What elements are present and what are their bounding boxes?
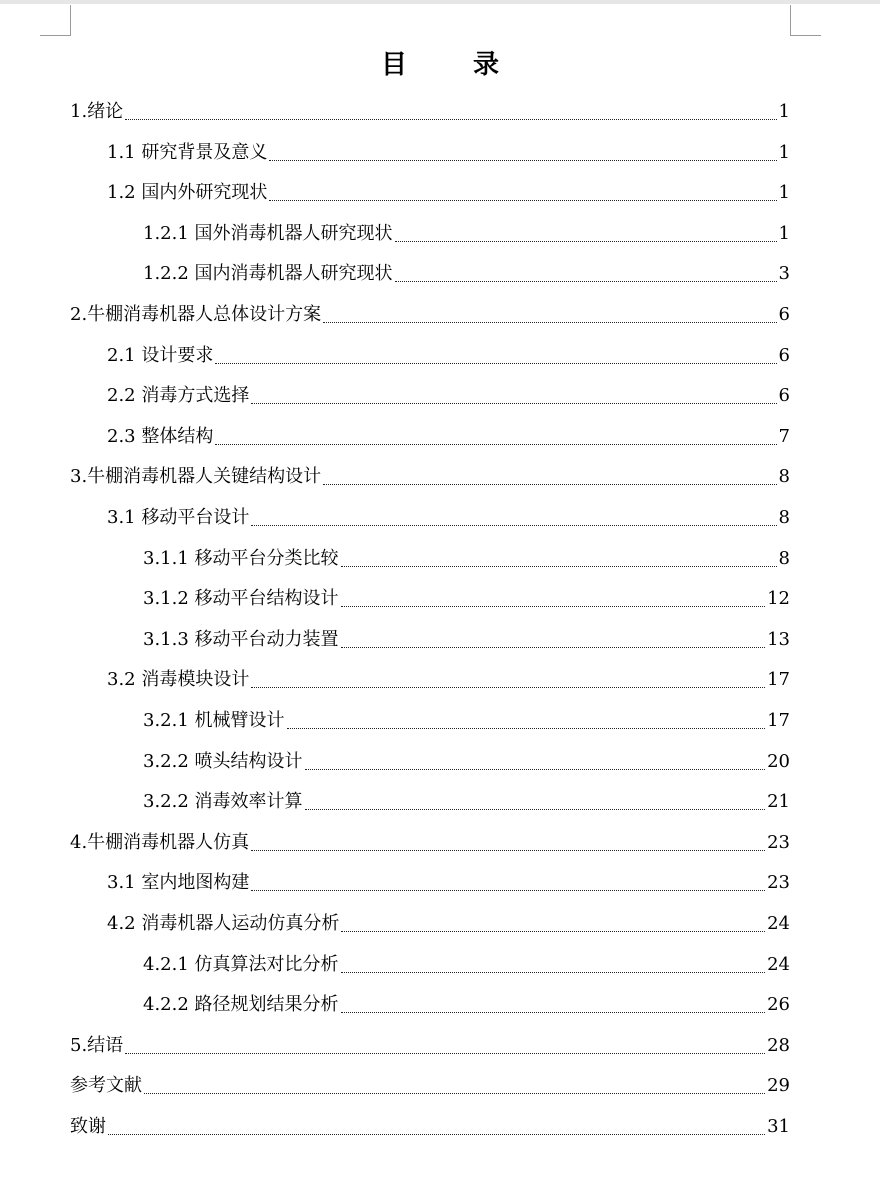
- toc-entry-label: 1.2.1 国外消毒机器人研究现状: [143, 222, 393, 244]
- toc-entry-label: 3.2.2 喷头结构设计: [143, 750, 303, 772]
- toc-entry[interactable]: [143, 585, 790, 613]
- toc-entry[interactable]: [107, 666, 790, 694]
- toc-entry-page-number: 1: [778, 222, 790, 244]
- toc-entry[interactable]: [70, 1032, 790, 1060]
- toc-dot-leader: [305, 768, 766, 770]
- toc-entry-page-number: 6: [778, 344, 790, 366]
- toc-entry-page-number: 28: [767, 1034, 790, 1056]
- page-top-border: [0, 0, 880, 4]
- toc-entry-page-number: 23: [767, 831, 790, 853]
- toc-entry-page-number: 7: [778, 425, 790, 447]
- toc-entry[interactable]: [143, 220, 790, 248]
- toc-dot-leader: [251, 849, 765, 851]
- toc-entry-label: 1.2 国内外研究现状: [107, 182, 268, 204]
- toc-entry-page-number: 8: [778, 466, 790, 488]
- toc-entry-page-number: 26: [767, 994, 790, 1016]
- toc-entry-label: 2.2 消毒方式选择: [107, 385, 250, 407]
- toc-entry-label: 2.1 设计要求: [107, 344, 214, 366]
- toc-entry[interactable]: [107, 910, 790, 938]
- toc-entry[interactable]: [70, 1113, 790, 1141]
- toc-entry-label: 3.1.2 移动平台结构设计: [143, 588, 339, 610]
- toc-dot-leader: [251, 402, 776, 404]
- toc-entry-label: 2.3 整体结构: [107, 425, 214, 447]
- toc-entry[interactable]: [143, 748, 790, 776]
- toc-entry[interactable]: [143, 545, 790, 573]
- toc-entry-label: 4.2.2 路径规划结果分析: [143, 994, 339, 1016]
- toc-entry-label: 致谢: [70, 1116, 106, 1137]
- toc-entry-label: 4.2.1 仿真算法对比分析: [143, 953, 339, 975]
- toc-entry[interactable]: [70, 98, 790, 126]
- toc-dot-leader: [323, 321, 776, 323]
- toc-entry-label: 3.2.1 机械臂设计: [143, 710, 285, 731]
- toc-entry-label: 3.2 消毒模块设计: [107, 669, 250, 691]
- toc-entry-page-number: 17: [767, 669, 790, 691]
- toc-entry-label: 3.1 室内地图构建: [107, 872, 250, 894]
- toc-entry-label: 3.2.2 消毒效率计算: [143, 791, 303, 813]
- toc-entry[interactable]: [107, 139, 790, 167]
- toc-dot-leader: [341, 1011, 766, 1013]
- toc-entry-page-number: 29: [767, 1075, 790, 1097]
- toc-entry[interactable]: [70, 1072, 790, 1100]
- toc-entry[interactable]: [143, 707, 790, 735]
- toc-entry-page-number: 12: [767, 588, 790, 610]
- toc-entry[interactable]: [143, 991, 790, 1019]
- toc-entry-label: 1.2.2 国内消毒机器人研究现状: [143, 263, 393, 285]
- toc-entry[interactable]: [143, 626, 790, 654]
- toc-entry-page-number: 8: [778, 507, 790, 528]
- toc-entry-label: 3.1.1 移动平台分类比较: [143, 547, 339, 569]
- toc-dot-leader: [287, 727, 766, 729]
- toc-dot-leader: [341, 930, 765, 932]
- toc-dot-leader: [125, 118, 776, 120]
- toc-entry-page-number: 31: [767, 1116, 790, 1137]
- toc-entry-label: 1.1 研究背景及意义: [107, 141, 268, 163]
- toc-entry-page-number: 20: [767, 750, 790, 772]
- crop-mark-top-left-vertical: [70, 5, 71, 35]
- toc-entry-label: 4.2 消毒机器人运动仿真分析: [107, 913, 340, 934]
- toc-entry-page-number: 24: [767, 953, 790, 975]
- toc-entry[interactable]: [143, 788, 790, 816]
- toc-dot-leader: [144, 1092, 765, 1094]
- toc-entry[interactable]: [70, 463, 790, 491]
- toc-dot-leader: [251, 686, 765, 688]
- toc-entry[interactable]: [107, 869, 790, 897]
- toc-entry-page-number: 3: [778, 263, 790, 285]
- toc-entry-page-number: 1: [778, 101, 790, 122]
- toc-dot-leader: [269, 159, 776, 161]
- toc-entry-page-number: 6: [778, 385, 790, 407]
- toc-entry-page-number: 13: [767, 628, 790, 650]
- toc-entry-page-number: 17: [767, 710, 790, 731]
- toc-entry[interactable]: [107, 179, 790, 207]
- toc-entry[interactable]: [107, 504, 790, 532]
- page-title: 目 录: [380, 50, 519, 80]
- toc-dot-leader: [251, 889, 765, 891]
- toc-entry-page-number: 21: [767, 791, 790, 813]
- toc-dot-leader: [215, 443, 776, 445]
- toc-dot-leader: [341, 971, 766, 973]
- toc-dot-leader: [269, 199, 776, 201]
- toc-dot-leader: [323, 483, 776, 485]
- toc-dot-leader: [125, 1052, 765, 1054]
- crop-mark-top-right: [790, 35, 821, 36]
- toc-dot-leader: [341, 565, 777, 567]
- toc-entry[interactable]: [70, 829, 790, 857]
- toc-entry-label: 5.结语: [70, 1034, 124, 1056]
- toc-entry[interactable]: [107, 382, 790, 410]
- toc-entry[interactable]: [70, 301, 790, 329]
- toc-dot-leader: [341, 605, 766, 607]
- toc-entry-page-number: 8: [778, 547, 790, 569]
- toc-dot-leader: [251, 524, 776, 526]
- toc-dot-leader: [108, 1133, 765, 1135]
- toc-dot-leader: [305, 808, 766, 810]
- toc-entry-label: 4.牛棚消毒机器人仿真: [70, 831, 250, 853]
- crop-mark-top-right-vertical: [790, 5, 791, 35]
- toc-entry-page-number: 24: [767, 913, 790, 934]
- toc-entry-label: 1.绪论: [70, 101, 124, 122]
- toc-entry-label: 3.1 移动平台设计: [107, 507, 250, 528]
- toc-entry-page-number: 1: [778, 182, 790, 204]
- toc-dot-leader: [341, 646, 766, 648]
- toc-entry-page-number: 1: [778, 141, 790, 163]
- toc-entry[interactable]: [143, 260, 790, 288]
- toc-entry-page-number: 23: [767, 872, 790, 894]
- toc-entry-label: 2.牛棚消毒机器人总体设计方案: [70, 304, 322, 325]
- toc-entry-label: 3.1.3 移动平台动力装置: [143, 628, 339, 650]
- toc-entry[interactable]: [143, 951, 790, 979]
- toc-entry-label: 参考文献: [70, 1075, 142, 1097]
- crop-mark-top-left: [40, 35, 71, 36]
- toc-dot-leader: [395, 240, 777, 242]
- toc-dot-leader: [215, 362, 776, 364]
- toc-entry-page-number: 6: [778, 304, 790, 325]
- toc-entry-label: 3.牛棚消毒机器人关键结构设计: [70, 466, 322, 488]
- toc-dot-leader: [395, 280, 777, 282]
- toc-entry[interactable]: [107, 342, 790, 370]
- toc-entry[interactable]: [107, 423, 790, 451]
